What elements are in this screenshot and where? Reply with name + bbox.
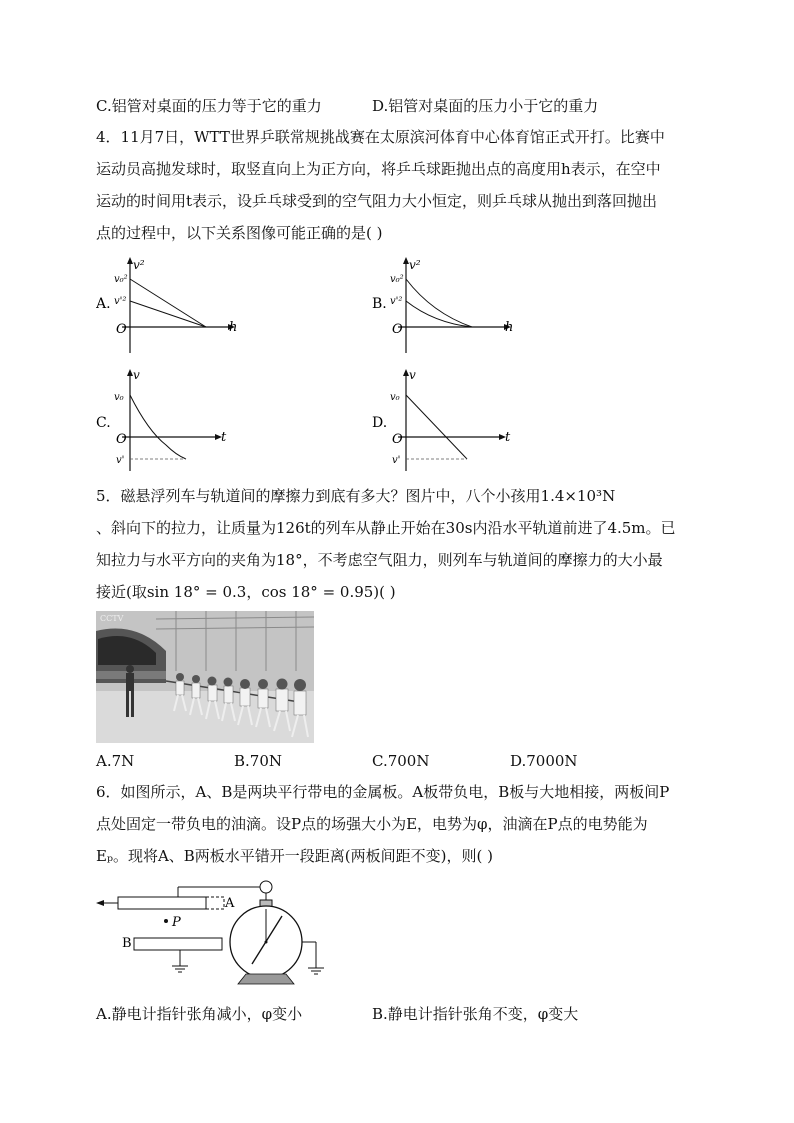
q6-option-b: B.静电计指针张角不变，φ变大 [372,1005,579,1023]
q5-line-2: 、斜向下的拉力，让质量为126t的列车从静止开始在30s内沿水平轨道前进了4.5m。已 [96,519,676,537]
graph-c-y-axis: v [133,368,140,382]
q6-line-3: Eₚ。现将A、B两板水平错开一段距离(两板间距不变)，则( ) [96,847,493,865]
q5-option-a: A.7N [96,752,135,770]
q5-line-3: 知拉力与水平方向的夹角为18°，不考虑空气阻力，则列车与轨道间的摩擦力的大小最 [96,551,663,569]
graph-b-x-axis: h [505,320,514,335]
graph-c-x-axis: t [221,430,227,445]
maglev-train-photo [96,611,314,743]
graph-b-v0: v₀² [390,274,404,285]
q4-line-1: 4．11月7日，WTT世界乒联常规挑战赛在太原滨河体育中心体育馆正式开打。比赛中 [96,128,665,146]
graph-b-label: B. [372,296,387,312]
q5-option-b: B.70N [234,752,283,770]
option-d-prev: D.铝管对桌面的压力小于它的重力 [372,97,599,115]
graph-d-x-axis: t [505,430,511,445]
graph-a-v0: v₀² [114,274,128,285]
graph-b-y-axis: v² [409,258,421,272]
q5-option-c: C.700N [372,752,430,770]
q4-line-2: 运动员高抛发球时，取竖直向上为正方向，将乒乓球距抛出点的高度用h表示，在空中 [96,160,661,178]
option-c-prev: C.铝管对桌面的压力等于它的重力 [96,97,322,115]
graph-c-v0: v₀ [114,392,124,403]
graph-b-vprime: v'² [390,296,403,307]
q6-line-1: 6．如图所示，A、B是两块平行带电的金属板。A板带负电，B板与大地相接，两板间P [96,783,670,801]
graph-d-origin: O [392,432,403,447]
graph-b [372,253,532,358]
electrometer-diagram [96,876,336,988]
point-p-label: P [172,915,181,930]
q5-option-d: D.7000N [510,752,578,770]
plate-b-label: B [122,936,132,951]
photo-watermark: CCTV [100,614,124,623]
q5-line-4: 接近(取sin 18° = 0.3，cos 18° = 0.95)( ) [96,583,396,601]
graph-a-y-axis: v² [133,258,145,272]
q5-line-1: 5．磁悬浮列车与轨道间的摩擦力到底有多大？图片中，八个小孩用1.4×10³N [96,487,616,505]
graph-d-vprime: v' [392,455,401,466]
graph-a-vprime: v'² [114,296,127,307]
graph-c [96,365,256,475]
q4-line-4: 点的过程中，以下关系图像可能正确的是( ) [96,224,383,242]
graph-c-vprime: v' [116,455,125,466]
graph-d-v0: v₀ [390,392,400,403]
graph-a-label: A. [96,296,111,312]
q4-line-3: 运动的时间用t表示，设乒乓球受到的空气阻力大小恒定，则乒乓球从抛出到落回抛出 [96,192,658,210]
graph-d [372,365,532,475]
plate-a-label: A [225,896,235,911]
graph-a-x-axis: h [229,320,238,335]
graph-d-y-axis: v [409,368,416,382]
graph-a-origin: O [116,322,127,337]
graph-c-origin: O [116,432,127,447]
q6-option-a: A.静电计指针张角减小，φ变小 [96,1005,303,1023]
graph-c-label: C. [96,415,111,431]
graph-d-label: D. [372,415,388,431]
graph-b-origin: O [392,322,403,337]
graph-a [96,253,256,358]
q6-line-2: 点处固定一带负电的油滴。设P点的场强大小为E，电势为φ，油滴在P点的电势能为 [96,815,648,833]
